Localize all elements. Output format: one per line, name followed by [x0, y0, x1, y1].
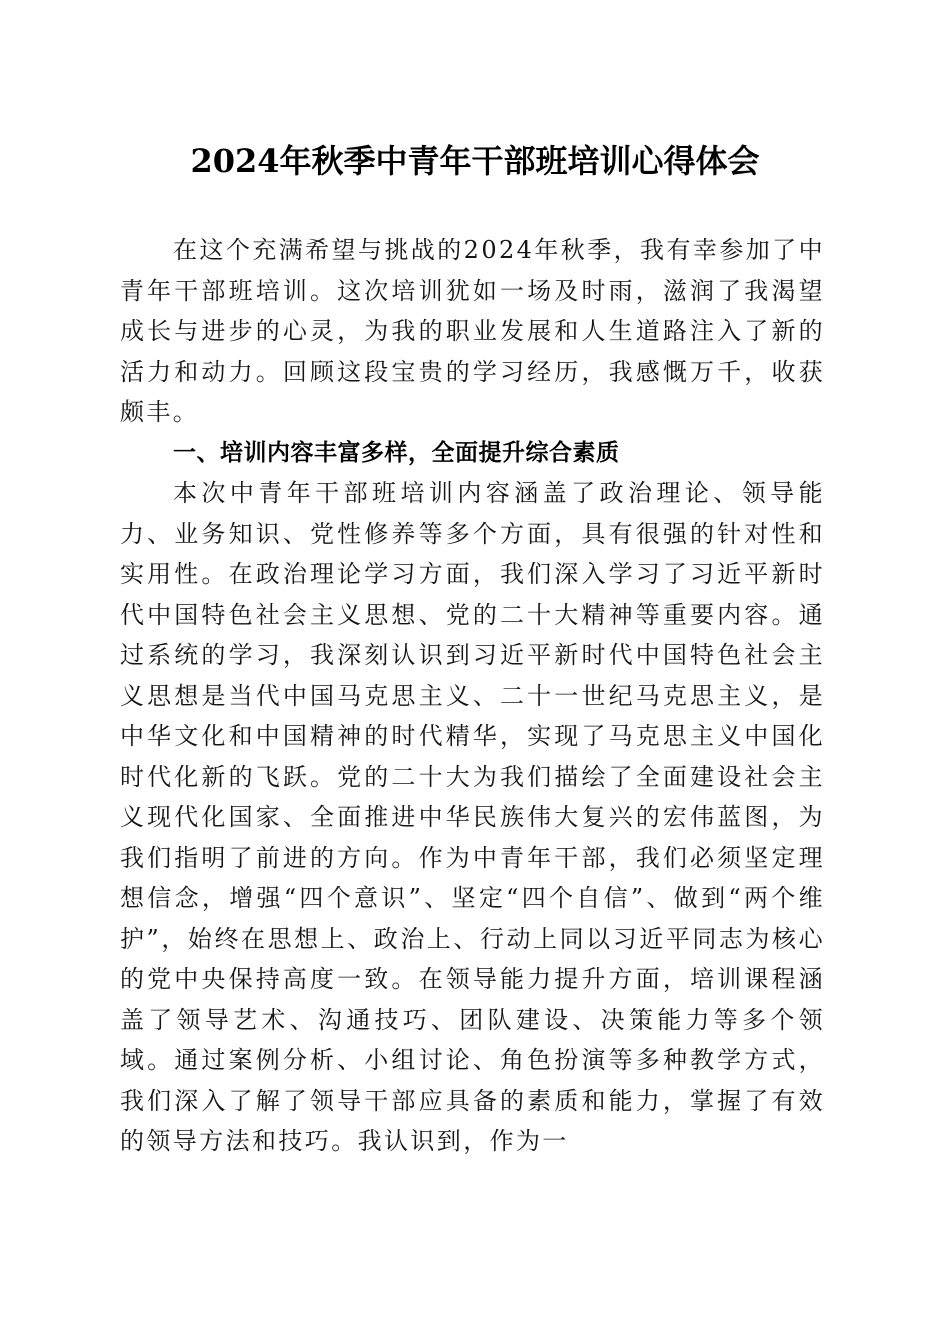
- section-heading-1: 一、培训内容丰富多样，全面提升综合素质: [173, 439, 620, 466]
- document-body: [120, 230, 825, 1162]
- document-title: 2024年秋季中青年干部班培训心得体会: [190, 142, 760, 180]
- section-1-paragraph: 本次中青年干部班培训内容涵盖了政治理论、领导能力、业务知识、党性修养等多个方面，具有很强的针对性和实用性。在政治理论学习方面，我们深入学习了习近平新时代中国特色社会主义思想、党的二十大精神等重要内容。通过系统的学习，我深刻认识到习近平新时代中国特色社会主义思想是当代中国马克思主义、二十一世纪马克思主义，是中华文化和中国精神的时代精华，实现了马克思主义中国化时代化新的飞跃。党的二十大为我们描绘了全面建设社会主义现代化国家、全面推进中华民族伟大复兴的宏伟蓝图，为我们指明了前进的方向。作为中青年干部，我们必须坚定理想信念，增强“四个意识”、坚定“四个自信”、做到“两个维护”，始终在思想上、政治上、行动上同以习近平同志为核心的党中央保持高度一致。在领导能力提升方面，培训课程涵盖了领导艺术、沟通技巧、团队建设、决策能力等多个领域。通过案例分析、小组讨论、角色扮演等多种教学方式，我们深入了解了领导干部应具备的素质和能力，掌握了有效的领导方法和技巧。我认识到，作为一: [120, 479, 825, 1155]
- intro-paragraph: 在这个充满希望与挑战的2024年秋季，我有幸参加了中青年干部班培训。这次培训犹如一场及时雨，滋润了我渴望成长与进步的心灵，为我的职业发展和人生道路注入了新的活力和动力。回顾这段宝贵的学习经历，我感慨万千，收获颇丰。: [120, 236, 825, 426]
